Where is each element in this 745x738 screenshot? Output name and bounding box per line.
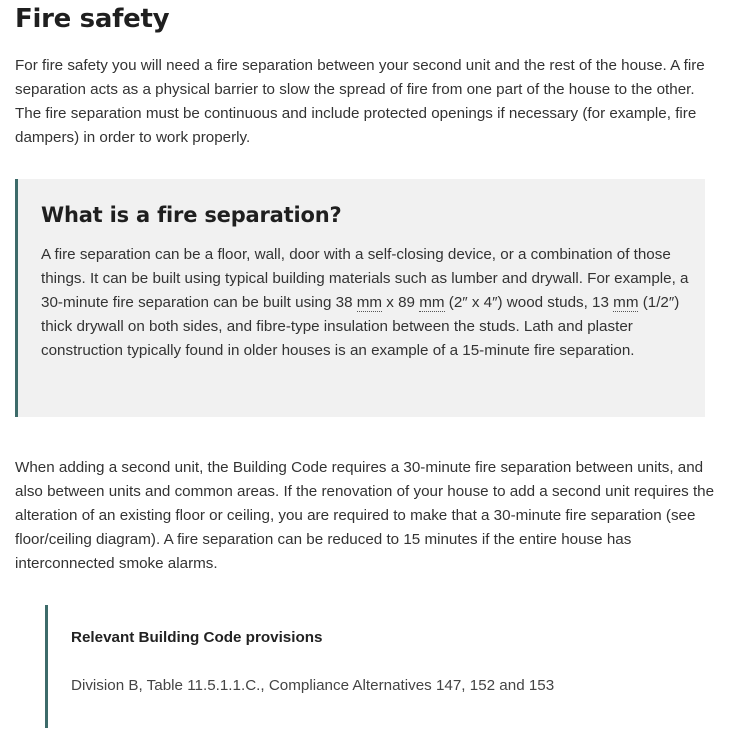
page-title: Fire safety: [15, 4, 170, 34]
callout-text: (1/2″) thick drywall on both sides, and fibre-type insulation between the studs. Lath and plaster construction typically found in older houses is an example of a 15-minute fire separation.: [41, 294, 680, 359]
callout-body: [41, 243, 691, 363]
fire-separation-callout: [15, 179, 705, 417]
provisions-title: Relevant Building Code provisions: [71, 629, 323, 646]
callout-text: x 89: [382, 294, 420, 311]
mm-abbreviation[interactable]: mm: [419, 294, 445, 311]
callout-heading: What is a fire separation?: [41, 203, 342, 227]
provisions-reference: Division B, Table 11.5.1.1.C., Compliance Alternatives 147, 152 and 153: [71, 677, 555, 694]
mm-abbreviation[interactable]: mm: [356, 294, 383, 311]
intro-paragraph: For fire safety you will need a fire separation between your second unit and the rest of the house. A fire separation acts as a physical barrier to slow the spread of fire from one part of the house to the other. The fire separation must be continuous and include protected openings if necessary (for example, fire dampers) in order to work properly.: [15, 57, 705, 146]
callout-text: (2″ x 4″) wood studs, 13: [444, 294, 614, 311]
callout-text: A fire separation can be a floor, wall, door with a self-closing device, or a combination of those things. It can be built using typical building materials such as lumber and drywall. For example, a 30-minute fire separation can be built using 38: [41, 246, 689, 311]
second-unit-paragraph: When adding a second unit, the Building Code requires a 30-minute fire separation between units, and also between units and common areas. If the renovation of your house to add a second unit requires the alteration of an existing floor or ceiling, you are required to make that a 30-minute fire separation (see floor/ceiling diagram). A fire separation can be reduced to 15 minutes if the entire house has interconnected smoke alarms.: [15, 459, 715, 572]
mm-abbreviation[interactable]: mm: [613, 294, 639, 311]
building-code-provisions-box: [45, 605, 705, 728]
